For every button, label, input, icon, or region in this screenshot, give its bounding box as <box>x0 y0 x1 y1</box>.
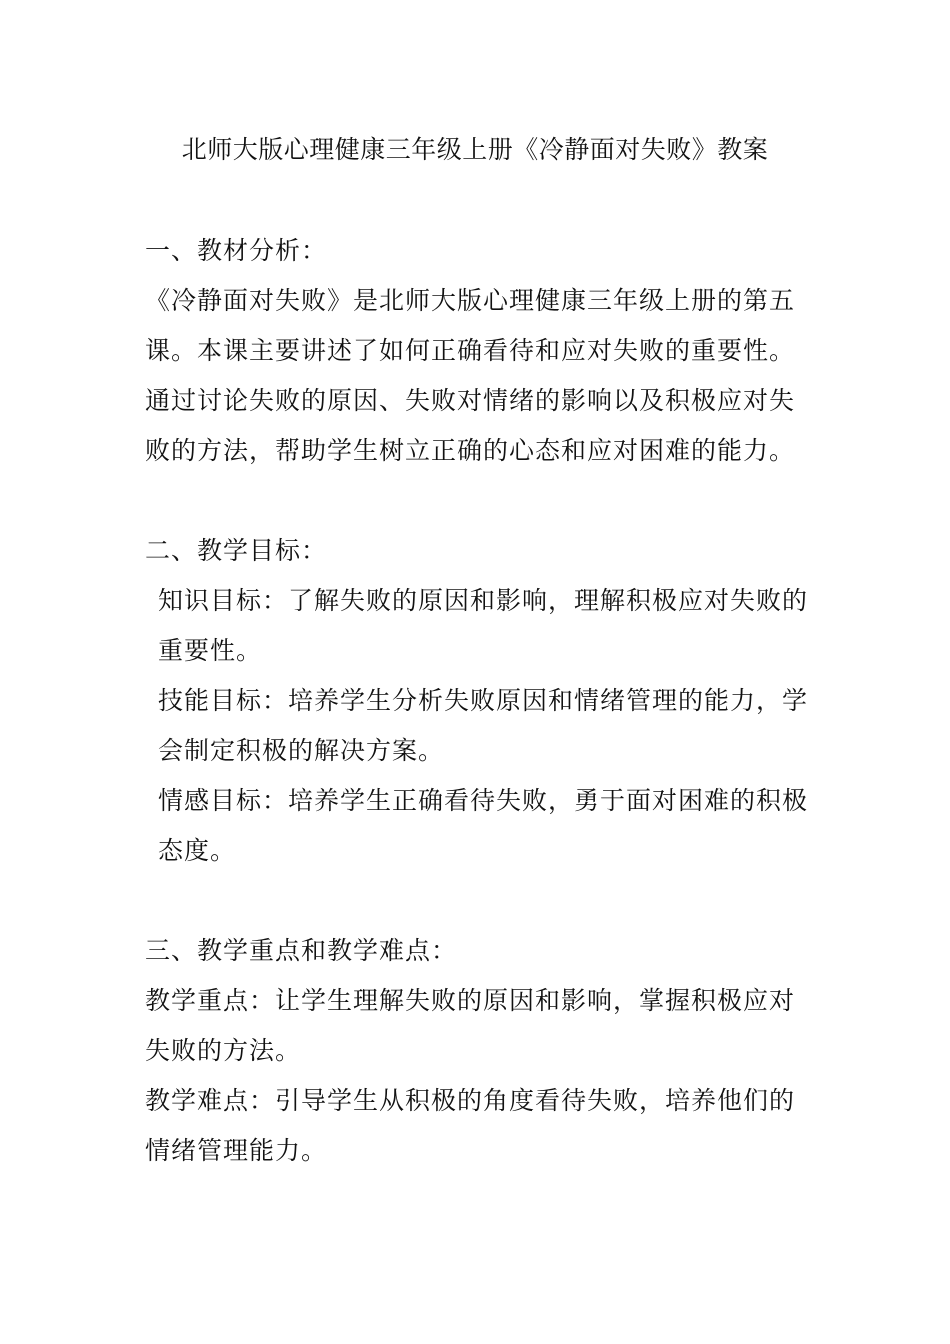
goal-knowledge: 知识目标：了解失败的原因和影响，理解积极应对失败的重要性。 <box>158 586 809 665</box>
goal-skill: 技能目标：培养学生分析失败原因和情绪管理的能力，学会制定积极的解决方案。 <box>158 686 809 765</box>
section-key-points <box>145 926 810 1176</box>
section-paragraph: 《冷静面对失败》是北师大版心理健康三年级上册的第五课。本课主要讲述了如何正确看待和应对失败的重要性。通过讨论失败的原因、失败对情绪的影响以及积极应对失败的方法，帮助学生树立正确的心态和应对困难的能力。 <box>145 286 796 465</box>
key-point: 教学重点：让学生理解失败的原因和影响，掌握积极应对失败的方法。 <box>145 986 796 1065</box>
goal-emotion: 情感目标：培养学生正确看待失败，勇于面对困难的积极态度。 <box>158 786 809 865</box>
section-heading: 三、教学重点和教学难点： <box>145 936 458 965</box>
difficult-point: 教学难点：引导学生从积极的角度看待失败，培养他们的情绪管理能力。 <box>145 1086 796 1165</box>
document-title: 北师大版心理健康三年级上册《冷静面对失败》教案 <box>181 135 769 164</box>
section-heading: 一、教材分析： <box>145 236 328 265</box>
section-heading: 二、教学目标： <box>145 536 328 565</box>
section-material-analysis <box>145 226 810 476</box>
document-body <box>145 226 810 1226</box>
section-teaching-goals <box>145 526 810 876</box>
